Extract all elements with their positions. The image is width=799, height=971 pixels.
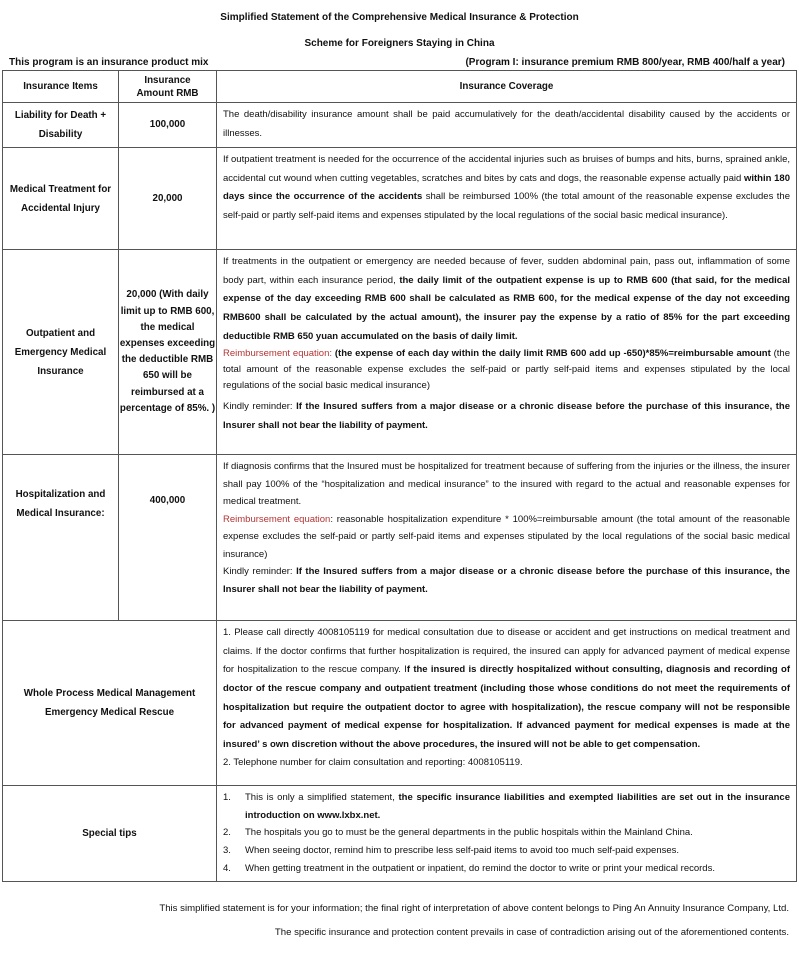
kindly-reminder [223, 398, 790, 435]
table-row [3, 455, 797, 621]
coverage-cell [217, 148, 797, 250]
reimbursement-label: Reimbursement equation: [223, 348, 333, 360]
reminder-text: If the Insured suffers from a major disease or a chronic disease before the purchase of this insurance, the Insurer shall not bear the liability of payment. [223, 401, 791, 431]
coverage-cell: The death/disability insurance amount shall be paid accumulatively for the death/accidental disability caused by the accidents or illnesses. [217, 103, 797, 148]
coverage-text: 1. Please call directly 4008105119 for medical consultation due to disease or accident and get instructions on medical treatment and claims. If the doctor confirms that further hospitalization is required, the insured can apply for advanced payment of medical expense for hospitalization to the rescue company. I [223, 627, 790, 676]
table-row [3, 148, 797, 250]
header-insurance-coverage: Insurance Coverage [217, 71, 797, 103]
coverage-bold-text: the daily limit of the outpatient expense is up to RMB 600 (that said, for the medical expense of the day exceeding RMB 600 shall be calculated as RMB 600, for the medical expense of the day not exceeding RMB600 shall be calculated by the actual amount), the insurer pay the expense by a ratio of 85% for the part exceeding deductible RMB 650 yuan accumulated on the basis of daily limit. [223, 274, 791, 342]
header-insurance-items: Insurance Items [3, 71, 119, 103]
tip-number: 3. [223, 844, 231, 856]
coverage-text: : reasonable hospitalization expenditure * 100%=reimbursable amount (the total amount of the reasonable expense excludes the self-paid or partly self-paid items and expenses stipulated by the local regulations of the social basic medical insurance) [223, 513, 790, 560]
table-row [3, 103, 797, 148]
item-cell: Liability for Death + Disability [3, 103, 119, 148]
special-tips-list [223, 789, 790, 877]
table-row [3, 621, 797, 786]
kindly-reminder [223, 563, 790, 598]
document-title-line2: Scheme for Foreigners Staying in China [304, 38, 495, 49]
coverage-paragraph [223, 253, 790, 346]
coverage-cell [217, 621, 797, 786]
coverage-text: If treatments in the outpatient or emergency are needed because of fever, sudden abdominal pain, pass out, inflammation of some body part, within each insurance period, [223, 256, 790, 286]
reminder-label: Kindly reminder: [223, 401, 297, 413]
tip-text: This is only a simplified statement, [245, 792, 399, 804]
reimbursement-equation [223, 346, 790, 394]
amount-cell: 20,000 (With daily limit up to RMB 600, the medical expenses exceeding the deductible RMB 650 will be reimbursed at a percentage of 85%. ) [119, 250, 217, 455]
reminder-label: Kindly reminder: [223, 566, 297, 578]
coverage-text: (the total amount of the reasonable expense excludes the self-paid or partly self-paid items and expenses stipulated by the local regulations of the social basic medical insurance) [223, 348, 790, 392]
coverage-text: If outpatient treatment is needed for the occurrence of the accidental injuries such as bruises of bumps and hits, burns, sprained ankle, accidental cut wound when cutting vegetables, scratches and bites by cats and dogs, the reasonable expense actually paid [223, 154, 790, 184]
header-amount-line2: Amount RMB [136, 87, 199, 99]
coverage-paragraph: 2. Telephone number for claim consultation and reporting: 4008105119. [223, 757, 523, 769]
coverage-cell [217, 786, 797, 882]
list-item [223, 789, 790, 824]
program-premium: (Program I: insurance premium RMB 800/year, RMB 400/half a year) [465, 57, 785, 68]
coverage-bold-text: f the insured is directly hospitalized without consulting, diagnosis and recording of doctor of the rescue company and outpatient treatment (including those whose conditions do not meet the requirements of hospitalization but require the outpatient doctor to agree with hospitalization), the rescue company will not be responsible for advanced payment of medical expense for hospitalization. If advanced payment for medical expenses is made at the insured’ s own discretion without the above procedures, the insured will not be able to get compensation. [223, 664, 790, 750]
item-cell: Hospitalization and Medical Insurance: [3, 455, 119, 621]
coverage-paragraph: If diagnosis confirms that the Insured must be hospitalized for treatment because of suffering from the injuries or the illness, the insurer shall pay 100% of the “hospitalization and medical insurance” to the insured with regard to the actual and reasonable expenses for medical treatment. [223, 461, 790, 508]
tip-text: When getting treatment in the outpatient or inpatient, do remind the doctor to write or print your medical records. [245, 862, 715, 874]
coverage-bold-text: within 180 days since the occurrence of the accidents [223, 172, 790, 203]
header-insurance-amount [119, 71, 217, 103]
item-cell: Whole Process Medical Management Emergency Medical Rescue [3, 621, 217, 786]
tip-text: When seeing doctor, remind him to prescribe less self-paid items to avoid too much self-paid expenses. [245, 844, 680, 856]
coverage-text: shall be reimbursed 100% (the total amount of the reasonable expense excludes the self-paid or partly self-paid items and expenses stipulated by the local regulations of the social basic medical insurance). [223, 191, 790, 221]
tip-text: The hospitals you go to must be the general departments in the public hospitals within the Mainland China. [245, 827, 693, 839]
table-row [3, 786, 797, 882]
coverage-cell [217, 455, 797, 621]
tip-number: 1. [223, 792, 231, 804]
list-item [223, 860, 790, 878]
list-item [223, 824, 790, 842]
coverage-cell [217, 250, 797, 455]
header-amount-line1: Insurance [144, 74, 191, 86]
item-cell: Outpatient and Emergency Medical Insurance [3, 250, 119, 455]
item-cell: Medical Treatment for Accidental Injury [3, 148, 119, 250]
insurance-table [2, 70, 797, 882]
coverage-bold-text: (the expense of each day within the daily limit RMB 600 add up -650)*85%=reimbursable amount [332, 348, 771, 360]
program-description: This program is an insurance product mix [9, 57, 209, 68]
coverage-paragraph [223, 624, 790, 754]
reminder-text: If the Insured suffers from a major disease or a chronic disease before the purchase of this insurance, the Insurer shall not bear the liability of payment. [223, 566, 791, 595]
amount-cell: 20,000 [119, 148, 217, 250]
tip-number: 2. [223, 827, 231, 839]
item-cell: Special tips [3, 786, 217, 882]
footer-disclaimer: This simplified statement is for your information; the final right of interpretation of above content belongs to Ping An Annuity Insurance Company, Ltd. [159, 903, 789, 914]
list-item [223, 842, 790, 860]
reimbursement-label: Reimbursement equation [223, 513, 331, 525]
table-header-row [3, 71, 797, 103]
amount-cell: 100,000 [119, 103, 217, 148]
document-title-line1: Simplified Statement of the Comprehensive Medical Insurance & Protection [220, 12, 579, 23]
amount-cell: 400,000 [119, 455, 217, 621]
table-row [3, 250, 797, 455]
tip-number: 4. [223, 862, 231, 874]
reimbursement-equation [223, 511, 790, 564]
footer-precedence-note: The specific insurance and protection content prevails in case of contradiction arising out of the aforementioned contents. [274, 927, 789, 938]
tip-bold-text: the specific insurance liabilities and exempted liabilities are set out in the insurance introduction on www.lxbx.net. [245, 792, 790, 821]
